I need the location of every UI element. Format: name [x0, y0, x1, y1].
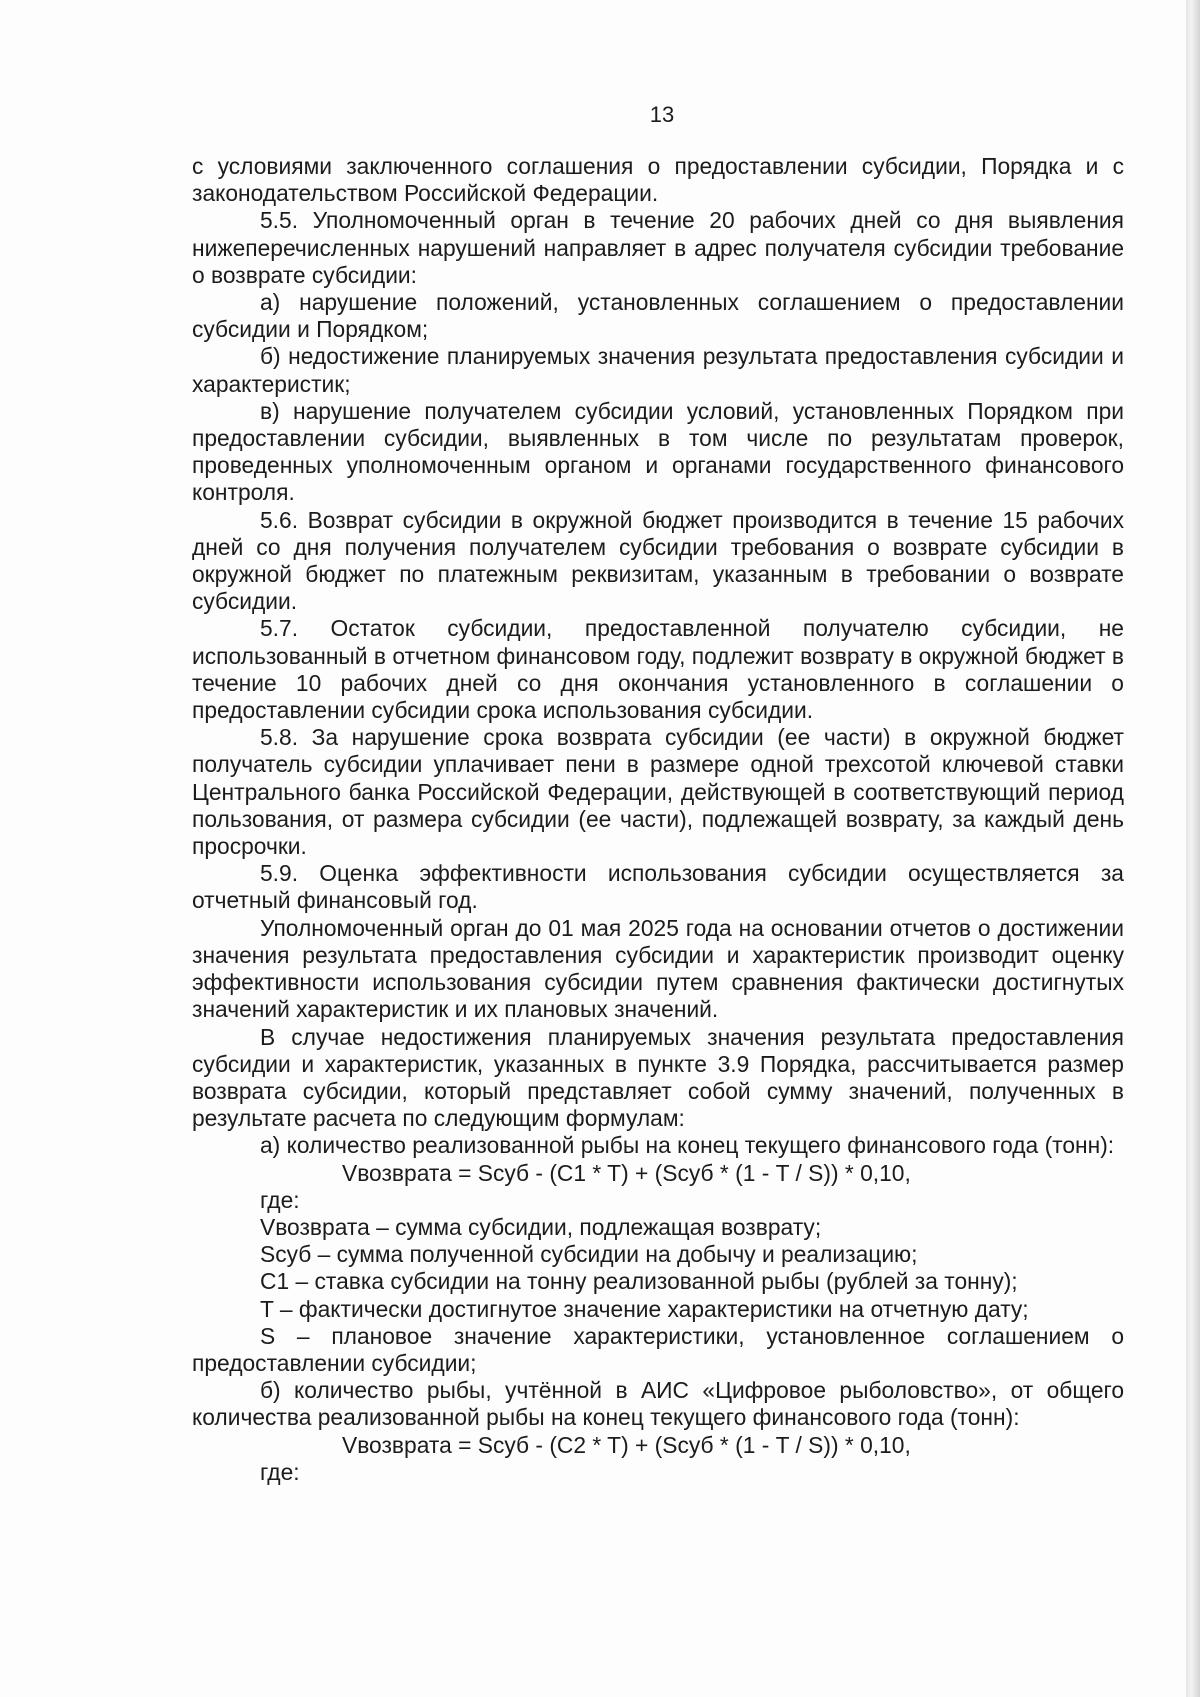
formula-1: Vвозврата = Sсуб - (C1 * T) + (Sсуб * (1 - T / S)) * 0,10, — [342, 1159, 911, 1186]
formula-2: Vвозврата = Sсуб - (C2 * T) + (Sсуб * (1 - T / S)) * 0,10, — [342, 1431, 911, 1458]
document-body — [192, 153, 1124, 1486]
clause-5-8: 5.8. За нарушение срока возврата субсидии (ее части) в окружной бюджет получатель субсидии уплачивает пени в размере одной трехсотой ключевой ставки Центрального банка Российской Федерации, действующей в соответствующий период пользования, от размера субсидии (ее части), подлежащей возврату, за каждый день просрочки. — [192, 724, 1124, 860]
clause-5-7: 5.7. Остаток субсидии, предоставленной получателю субсидии, не использованный в отчетном финансовом году, подлежит возврату в окружной бюджет в течение 10 рабочих дней со дня окончания установленного в соглашении о предоставлении субсидии срока использования субсидии. — [192, 615, 1124, 724]
definition-s: S – плановое значение характеристики, установленное соглашением о предоставлении субсидии; — [192, 1322, 1124, 1376]
definition-t: T – фактически достигнутое значение характеристики на отчетную дату; — [260, 1295, 1029, 1322]
definition-v: Vвозврата – сумма субсидии, подлежащая возврату; — [260, 1213, 822, 1240]
paragraph-continuation: с условиями заключенного соглашения о предоставлении субсидии, Порядка и с законодательством Российской Федерации. — [192, 153, 1124, 207]
where-label-1: где: — [260, 1186, 300, 1213]
formula-item-a: а) количество реализованной рыбы на конец текущего финансового года (тонн): — [260, 1132, 1115, 1159]
evaluation-paragraph: Уполномоченный орган до 01 мая 2025 года на основании отчетов о достижении значения результата предоставления субсидии и характеристик производит оценку эффективности использования субсидии путем сравнения фактически достигнутых значений характеристик и их плановых значений. — [192, 914, 1124, 1023]
definition-c1: C1 – ставка субсидии на тонну реализованной рыбы (рублей за тонну); — [260, 1268, 1018, 1295]
formula-item-b: б) количество рыбы, учтённой в АИС «Цифровое рыболовство», от общего количества реализованной рыбы на конец текущего финансового года (тонн): — [192, 1377, 1124, 1431]
definition-scub: Sсуб – сумма полученной субсидии на добычу и реализацию; — [260, 1241, 918, 1268]
clause-5-6: 5.6. Возврат субсидии в окружной бюджет производится в течение 15 рабочих дней со дня получения получателем субсидии требования о возврате субсидии в окружной бюджет по платежным реквизитам, указанным в требовании о возврате субсидии. — [192, 506, 1124, 615]
page-edge-shadow — [1186, 0, 1200, 1697]
violation-item-a: а) нарушение положений, установленных соглашением о предоставлении субсидии и Порядком; — [192, 289, 1124, 343]
clause-5-5: 5.5. Уполномоченный орган в течение 20 рабочих дней со дня выявления нижеперечисленных нарушений направляет в адрес получателя субсидии требование о возврате субсидии: — [192, 207, 1124, 288]
refund-calculation-paragraph: В случае недостижения планируемых значения результата предоставления субсидии и характеристик, указанных в пункте 3.9 Порядка, рассчитывается размер возврата субсидии, который представляет собой сумму значений, полученных в результате расчета по следующим формулам: — [192, 1023, 1124, 1132]
where-label-2: где: — [260, 1458, 300, 1485]
clause-5-9: 5.9. Оценка эффективности использования субсидии осуществляется за отчетный финансовый год. — [192, 860, 1124, 914]
violation-item-b: б) недостижение планируемых значения результата предоставления субсидии и характеристик; — [192, 343, 1124, 397]
violation-item-c: в) нарушение получателем субсидии условий, установленных Порядком при предоставлении субсидии, выявленных в том числе по результатам проверок, проведенных уполномоченным органом и органами государственного финансового контроля. — [192, 397, 1124, 506]
page-number: 13 — [649, 102, 675, 127]
